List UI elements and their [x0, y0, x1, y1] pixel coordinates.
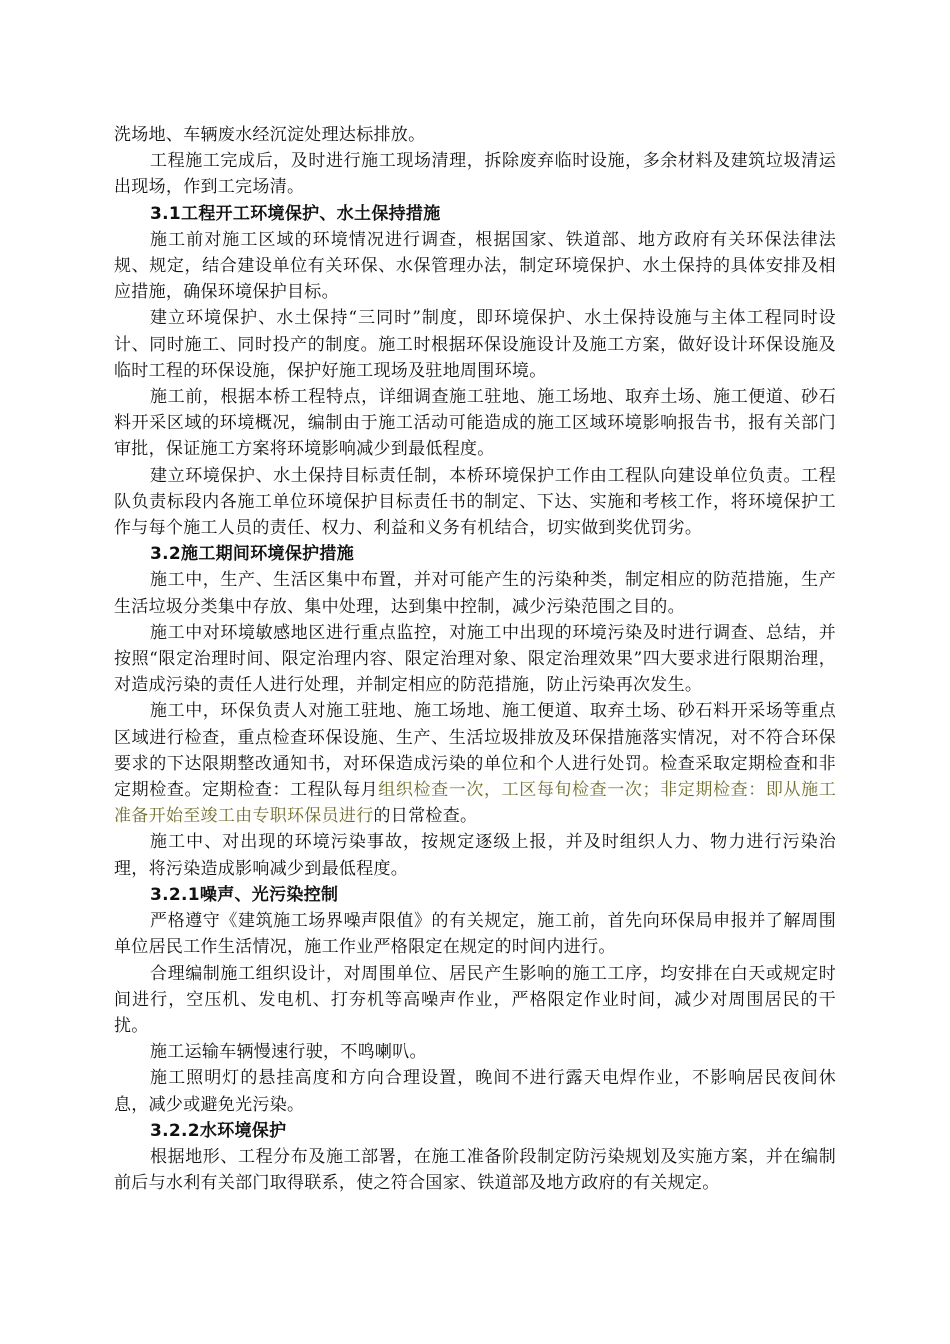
- paragraph-text: 施工中，环保负责人对施工驻地、施工场地、施工便道、取弃土场、砂石料开采场等重点区域进行检查，重点检查环保设施、生产、生活垃圾排放及环保措施落实情况，对不符合环保要求的下达限期整改通知书，对环保造成污染的单位和个人进行处罚。检查采取定期检查和非定期检查。定期检查：工程队每月: [114, 701, 836, 801]
- paragraph: 施工中，生产、生活区集中布置，并对可能产生的污染种类，制定相应的防范措施，生产生活垃圾分类集中存放、集中处理，达到集中控制，减少污染范围之目的。: [114, 570, 836, 617]
- paragraph: 洗场地、车辆废水经沉淀处理达标排放。: [114, 125, 426, 145]
- paragraph: 施工中对环境敏感地区进行重点监控，对施工中出现的环境污染及时进行调查、总结，并按照“限定治理时间、限定治理内容、限定治理对象、限定治理效果”四大要求进行限期治理，对造成污染的责任人进行处理，并制定相应的防范措施，防止污染再次发生。: [114, 622, 836, 696]
- section-heading-3-2-2: 3.2.2水环境保护: [150, 1120, 287, 1141]
- section-heading-3-2-1: 3.2.1噪声、光污染控制: [150, 884, 339, 905]
- paragraph: 施工运输车辆慢速行驶，不鸣喇叭。: [150, 1042, 427, 1063]
- paragraph: 工程施工完成后，及时进行施工现场清理，拆除废弃临时设施，多余材料及建筑垃圾清运出现场，作到工完场清。: [114, 151, 836, 198]
- highlighted-text: 组织检查一次，工区每旬检查一次；非定期检查：即从施工准备开始至竣工由专职环保员进行: [114, 780, 836, 827]
- paragraph: 严格遵守《建筑施工场界噪声限值》的有关规定，施工前，首先向环保局申报并了解周围单位居民工作生活情况，施工作业严格限定在规定的时间内进行。: [114, 911, 836, 958]
- paragraph: 根据地形、工程分布及施工部署，在施工准备阶段制定防污染规划及实施方案，并在编制前后与水利有关部门取得联系，使之符合国家、铁道部及地方政府的有关规定。: [114, 1146, 836, 1194]
- paragraph-text: 的日常检查。: [373, 806, 478, 827]
- paragraph: 施工前，根据本桥工程特点，详细调查施工驻地、施工场地、取弃土场、施工便道、砂石料开采区域的环境概况，编制由于施工活动可能造成的施工区域环境影响报告书，报有关部门审批，保证施工方案将环境影响减少到最低程度。: [114, 387, 836, 460]
- paragraph: 建立环境保护、水土保持目标责任制，本桥环境保护工作由工程队向建设单位负责。工程队负责标段内各施工单位环境保护目标责任书的制定、下达、实施和考核工作，将环境保护工作与每个施工人员的责任、权力、利益和义务有机结合，切实做到奖优罚劣。: [114, 465, 836, 539]
- paragraph: 施工中、对出现的环境污染事故，按规定逐级上报，并及时组织人力、物力进行污染治理，将污染造成影响减少到最低程度。: [114, 832, 836, 879]
- paragraph: 建立环境保护、水土保持“三同时”制度，即环境保护、水土保持设施与主体工程同时设计、同时施工、同时投产的制度。施工时根据环保设施设计及施工方案，做好设计环保设施及临时工程的环保设施，保护好施工现场及驻地周围环境。: [114, 308, 836, 381]
- paragraph: 合理编制施工组织设计，对周围单位、居民产生影响的施工工序，均安排在白天或规定时间进行，空压机、发电机、打夯机等高噪声作业，严格限定作业时间，减少对周围居民的干扰。: [114, 963, 836, 1036]
- section-heading-3-2: 3.2施工期间环境保护措施: [150, 544, 355, 565]
- paragraph: 施工照明灯的悬挂高度和方向合理设置，晚间不进行露天电焊作业，不影响居民夜间休息，减少或避免光污染。: [114, 1068, 836, 1115]
- paragraph-inspection: [114, 698, 836, 829]
- paragraph: 施工前对施工区域的环境情况进行调查，根据国家、铁道部、地方政府有关环保法律法规、规定，结合建设单位有关环保、水保管理办法，制定环境保护、水土保持的具体安排及相应措施，确保环境保护目标。: [114, 229, 836, 303]
- section-heading-3-1: 3.1工程开工环境保护、水土保持措施: [150, 203, 441, 224]
